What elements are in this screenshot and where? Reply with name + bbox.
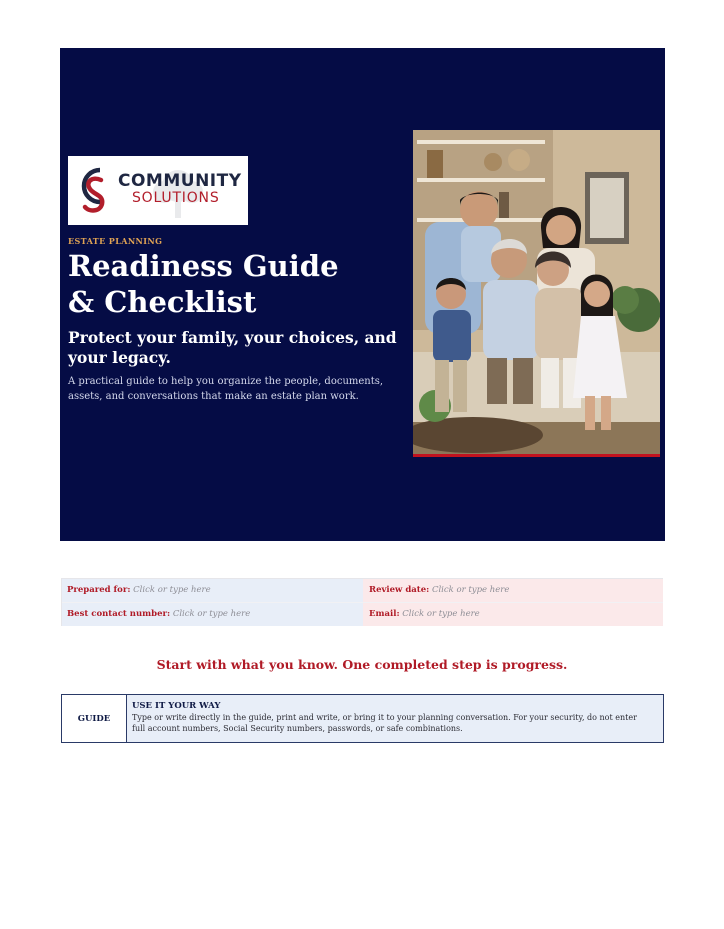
- logo-text-community: COMMUNITY: [118, 171, 242, 191]
- guide-text: Type or write directly in the guide, print and write, or bring it to your planning conversation. For your security, do not enter full account numbers, Social Security numbers, passwords, or safe combinations.: [132, 713, 637, 733]
- title-line-1: Readiness Guide: [68, 249, 339, 283]
- review-date-label: Review date:: [369, 585, 430, 595]
- prepared-for-input[interactable]: Click or type here: [133, 585, 211, 595]
- title-line-2: & Checklist: [68, 285, 257, 319]
- email-field[interactable]: [363, 603, 663, 626]
- intro-paragraph: A practical guide to help you organize the people, documents, assets, and conversations that make an estate plan work.: [68, 376, 384, 402]
- family-photo-illustration: [413, 130, 660, 457]
- prepared-for-label: Prepared for:: [67, 585, 131, 595]
- contact-number-label: Best contact number:: [67, 609, 171, 619]
- contact-number-field[interactable]: [62, 603, 363, 626]
- eyebrow-label: ESTATE PLANNING: [68, 236, 163, 246]
- contact-number-input[interactable]: Click or type here: [172, 609, 251, 619]
- guide-callout: [61, 694, 664, 743]
- family-photo: [413, 130, 660, 457]
- page-subtitle: Protect your family, your choices, and your legacy.: [68, 328, 397, 367]
- progress-tagline: Start with what you know. One completed step is progress.: [156, 657, 568, 672]
- logo-text-solutions: SOLUTIONS: [132, 190, 220, 206]
- guide-tag: GUIDE: [62, 695, 127, 742]
- email-input[interactable]: Click or type here: [402, 609, 480, 619]
- contact-info-table: [61, 578, 663, 626]
- cover-hero: [60, 48, 665, 541]
- company-logo: [68, 156, 248, 225]
- email-label: Email:: [369, 609, 400, 619]
- review-date-field[interactable]: [363, 579, 663, 603]
- review-date-input[interactable]: Click or type here: [431, 585, 510, 595]
- prepared-for-field[interactable]: [62, 579, 363, 603]
- guide-heading: USE IT YOUR WAY: [132, 701, 221, 711]
- page-title: [68, 248, 398, 320]
